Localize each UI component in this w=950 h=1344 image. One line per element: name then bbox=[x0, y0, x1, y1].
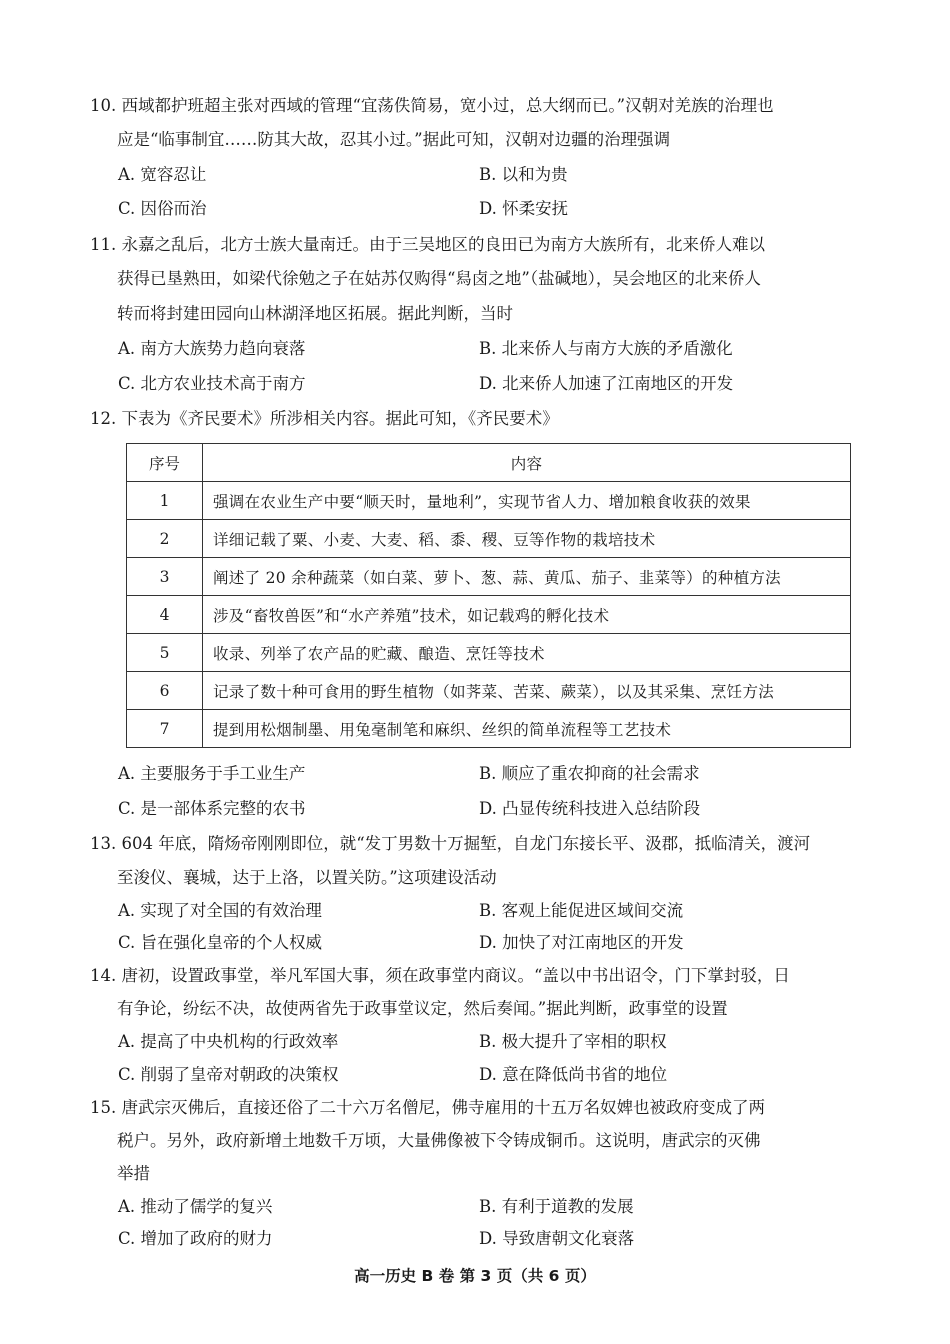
table-cell-index: 3 bbox=[127, 558, 203, 596]
option-c: C. 是一部体系完整的农书 bbox=[118, 799, 306, 818]
option-d: D. 凸显传统科技进入总结阶段 bbox=[479, 799, 701, 818]
table-header-content: 内容 bbox=[203, 444, 851, 482]
table-header-row bbox=[127, 444, 851, 482]
table-row bbox=[127, 596, 851, 634]
table-cell-content: 强调在农业生产中要“顺天时，量地利”，实现节省人力、增加粮食收获的效果 bbox=[203, 482, 851, 520]
table-cell-index: 4 bbox=[127, 596, 203, 634]
table-cell-content: 阐述了 20 余种蔬菜（如白菜、萝卜、葱、蒜、黄瓜、茄子、韭菜等）的种植方法 bbox=[203, 558, 851, 596]
option-c: C. 削弱了皇帝对朝政的决策权 bbox=[118, 1065, 339, 1084]
question-stem-line: 10. 西域都护班超主张对西域的管理“宜荡佚简易，宽小过，总大纲而已。”汉朝对羌族的治理也 bbox=[90, 96, 774, 115]
table-cell-content: 详细记载了粟、小麦、大麦、稻、黍、稷、豆等作物的栽培技术 bbox=[203, 520, 851, 558]
table-cell-index: 5 bbox=[127, 634, 203, 672]
option-d: D. 意在降低尚书省的地位 bbox=[479, 1065, 668, 1084]
table-cell-content: 收录、列举了农产品的贮藏、酿造、烹饪等技术 bbox=[203, 634, 851, 672]
question-stem-line: 14. 唐初，设置政事堂，举凡军国大事，须在政事堂内商议。“盖以中书出诏令，门下掌封驳，日 bbox=[90, 966, 790, 985]
question-stem-line: 税户。另外，政府新增土地数千万顷，大量佛像被下令铸成铜币。这说明，唐武宗的灭佛 bbox=[117, 1131, 761, 1150]
question-stem-line: 15. 唐武宗灭佛后，直接还俗了二十六万名僧尼，佛寺雇用的十五万名奴婢也被政府变成了两 bbox=[90, 1098, 765, 1117]
table-cell-content: 涉及“畜牧兽医”和“水产养殖”技术，如记载鸡的孵化技术 bbox=[203, 596, 851, 634]
option-b: B. 有利于道教的发展 bbox=[479, 1197, 634, 1216]
option-b: B. 北来侨人与南方大族的矛盾激化 bbox=[479, 339, 733, 358]
table-row bbox=[127, 558, 851, 596]
table-cell-content: 记录了数十种可食用的野生植物（如荠菜、苦菜、蕨菜），以及其采集、烹饪方法 bbox=[203, 672, 851, 710]
table-row bbox=[127, 672, 851, 710]
table-row bbox=[127, 710, 851, 748]
option-c: C. 北方农业技术高于南方 bbox=[118, 374, 306, 393]
question-stem-line: 至浚仪、襄城，达于上洛，以置关防。”这项建设活动 bbox=[117, 868, 497, 887]
option-b: B. 极大提升了宰相的职权 bbox=[479, 1032, 667, 1051]
question-stem-line: 有争论，纷纭不决，故使两省先于政事堂议定，然后奏闻。”据此判断，政事堂的设置 bbox=[117, 999, 728, 1018]
option-c: C. 旨在强化皇帝的个人权威 bbox=[118, 933, 323, 952]
option-a: A. 实现了对全国的有效治理 bbox=[118, 901, 322, 920]
option-b: B. 以和为贵 bbox=[479, 165, 568, 184]
page-footer: 高一历史 B 卷 第 3 页（共 6 页） bbox=[354, 1267, 596, 1285]
table-cell-index: 7 bbox=[127, 710, 203, 748]
question-stem-line: 11. 永嘉之乱后，北方士族大量南迁。由于三吴地区的良田已为南方大族所有，北来侨人难以 bbox=[90, 235, 765, 254]
option-a: A. 提高了中央机构的行政效率 bbox=[118, 1032, 339, 1051]
option-a: A. 推动了儒学的复兴 bbox=[118, 1197, 273, 1216]
option-d: D. 导致唐朝文化衰落 bbox=[479, 1229, 635, 1248]
option-c: C. 因俗而治 bbox=[118, 199, 207, 218]
option-d: D. 怀柔安抚 bbox=[479, 199, 569, 218]
option-c: C. 增加了政府的财力 bbox=[118, 1229, 273, 1248]
table-cell-content: 提到用松烟制墨、用兔毫制笔和麻织、丝织的简单流程等工艺技术 bbox=[203, 710, 851, 748]
option-b: B. 客观上能促进区域间交流 bbox=[479, 901, 684, 920]
table-row bbox=[127, 520, 851, 558]
question-stem-line: 应是“临事制宜……防其大故，忍其小过。”据此可知，汉朝对边疆的治理强调 bbox=[117, 130, 671, 149]
table-cell-index: 2 bbox=[127, 520, 203, 558]
option-a: A. 宽容忍让 bbox=[118, 165, 207, 184]
question-stem-line: 转而将封建田园向山林湖泽地区拓展。据此判断，当时 bbox=[117, 304, 513, 323]
question-stem-line: 13. 604 年底，隋炀帝刚刚即位，就“发丁男数十万掘堑，自龙门东接长平、汲郡，抵临清关，渡河 bbox=[90, 834, 811, 853]
question-stem-line: 获得已垦熟田，如梁代徐勉之子在姑苏仅购得“舄卤之地”（盐碱地），吴会地区的北来侨人 bbox=[117, 269, 761, 288]
content-table bbox=[126, 443, 851, 748]
question-stem-line: 12. 下表为《齐民要术》所涉相关内容。据此可知，《齐民要术》 bbox=[90, 409, 559, 428]
table-cell-index: 6 bbox=[127, 672, 203, 710]
question-stem-line: 举措 bbox=[117, 1164, 150, 1183]
table-row bbox=[127, 482, 851, 520]
option-d: D. 北来侨人加速了江南地区的开发 bbox=[479, 374, 734, 393]
option-d: D. 加快了对江南地区的开发 bbox=[479, 933, 684, 952]
table-cell-index: 1 bbox=[127, 482, 203, 520]
table-row bbox=[127, 634, 851, 672]
option-a: A. 南方大族势力趋向衰落 bbox=[118, 339, 306, 358]
table-header-index: 序号 bbox=[127, 444, 203, 482]
option-b: B. 顺应了重农抑商的社会需求 bbox=[479, 764, 700, 783]
option-a: A. 主要服务于手工业生产 bbox=[118, 764, 306, 783]
